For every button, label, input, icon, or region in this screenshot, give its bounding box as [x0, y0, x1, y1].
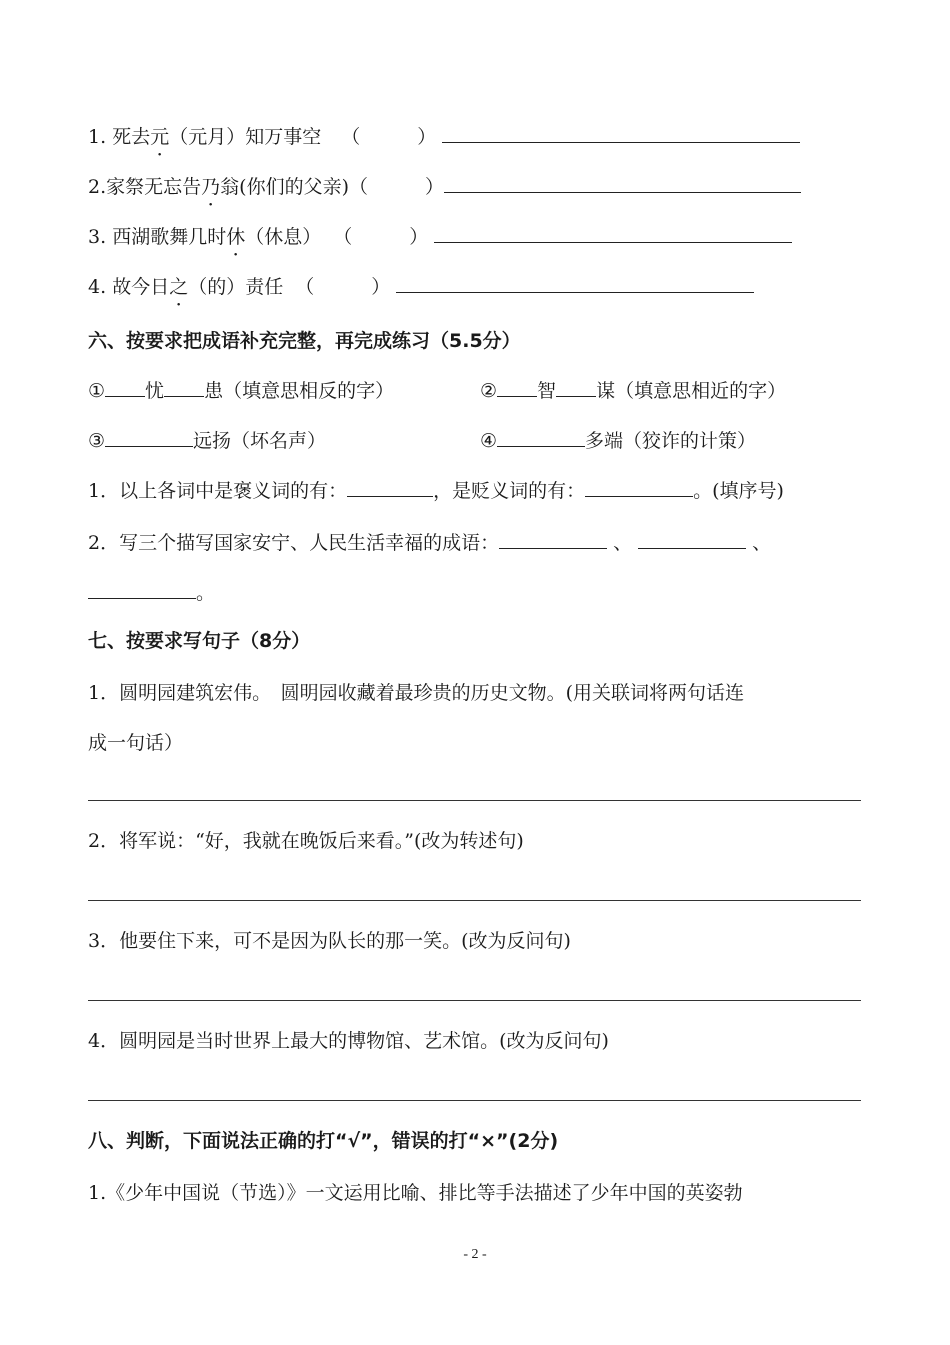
page-number: - 2 -	[463, 1247, 487, 1262]
poem-item-3: 3. 西湖歌舞几时休（休息） （ ）	[88, 224, 792, 250]
dotted-char: 之	[169, 276, 189, 298]
idiom-blank[interactable]	[105, 428, 193, 447]
answer-line[interactable]	[88, 900, 861, 901]
section6-q2: 2．写三个描写国家安宁、人民生活幸福的成语： 、 、	[88, 532, 772, 554]
answer-blank[interactable]	[434, 224, 792, 243]
idiom-row-1: ① 忧 患（填意思相反的字） ② 智 谋（填意思相近的字）	[88, 380, 787, 402]
answer-paren[interactable]: （ ）	[295, 276, 391, 298]
answer-blank[interactable]	[88, 580, 196, 599]
answer-blank[interactable]	[499, 530, 607, 549]
answer-paren[interactable]: （ ）	[349, 176, 445, 198]
idiom-blank[interactable]	[497, 378, 537, 397]
answer-blank[interactable]	[442, 124, 800, 143]
dotted-char: 元	[150, 126, 170, 148]
section8-q1: 1.《少年中国说（节选）》一文运用比喻、排比等手法描述了少年中国的英姿勃	[88, 1182, 743, 1204]
section7-q3: 3．他要住下来，可不是因为队长的那一笑。(改为反问句)	[88, 930, 571, 952]
answer-blank[interactable]	[585, 478, 693, 497]
section7-title: 七、按要求写句子（8分）	[88, 630, 311, 652]
section6-title: 六、按要求把成语补充完整，再完成练习（5.5分）	[88, 330, 521, 352]
answer-paren[interactable]: （ ）	[333, 226, 429, 248]
section8-title: 八、判断，下面说法正确的打“√”，错误的打“×”(2分)	[88, 1130, 559, 1152]
section6-q2-cont: 。	[88, 580, 215, 606]
section7-q1-line1: 1．圆明园建筑宏伟。 圆明园收藏着最珍贵的历史文物。(用关联词将两句话连	[88, 682, 745, 704]
section7-q1-line2: 成一句话）	[88, 732, 184, 754]
idiom-blank[interactable]	[105, 378, 145, 397]
answer-line[interactable]	[88, 1100, 861, 1101]
answer-blank[interactable]	[638, 530, 746, 549]
answer-line[interactable]	[88, 800, 861, 801]
answer-line[interactable]	[88, 1000, 861, 1001]
answer-blank[interactable]	[444, 174, 801, 193]
section7-q4: 4．圆明园是当时世界上最大的博物馆、艺术馆。(改为反问句)	[88, 1030, 609, 1052]
answer-blank[interactable]	[396, 274, 754, 293]
dotted-char: 休	[226, 226, 246, 248]
dotted-char: 乃	[201, 176, 221, 198]
idiom-blank[interactable]	[164, 378, 204, 397]
answer-blank[interactable]	[347, 478, 433, 497]
idiom-blank[interactable]	[497, 428, 585, 447]
poem-item-1: 1. 死去元（元月）知万事空 （ ）	[88, 124, 800, 150]
idiom-row-2: ③ 远扬（坏名声） ④ 多端（狡诈的计策）	[88, 430, 757, 452]
item-number: 1.	[88, 126, 107, 148]
poem-item-4: 4. 故今日之（的）责任 （ ）	[88, 274, 754, 300]
answer-paren[interactable]: （ ）	[341, 126, 437, 148]
idiom-blank[interactable]	[556, 378, 596, 397]
section7-q2: 2．将军说：“好，我就在晚饭后来看。”(改为转述句)	[88, 830, 524, 852]
section6-q1: 1．以上各词中是褒义词的有： ，是贬义词的有： 。(填序号)	[88, 480, 784, 502]
poem-item-2: 2.家祭无忘告乃翁(你们的父亲)（ ）	[88, 174, 801, 200]
